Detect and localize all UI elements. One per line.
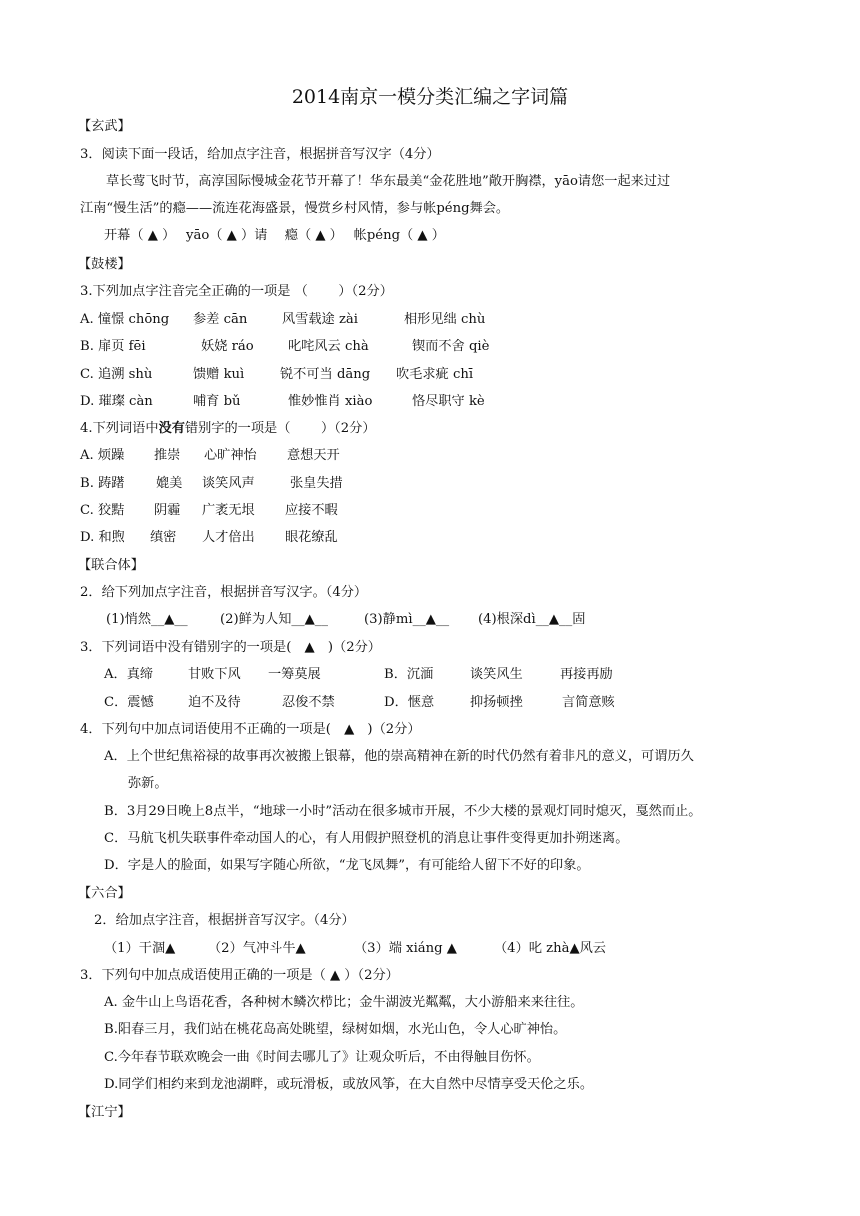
xuanwu-paragraph-line1: 草长莺飞时节，高淳国际慢城金花节开幕了！华东最美“金花胜地”敞开胸襟，yāo请您一起来过过: [106, 174, 671, 189]
lianheti-q3-stem: 3．下列词语中没有错别字的一项是( ▲ )（2分）: [80, 640, 381, 655]
option-cell: 阴霾: [154, 503, 181, 518]
section-liuhe: 【六合】: [78, 886, 131, 901]
option-cell: 意想天开: [287, 448, 340, 463]
option-cell: 再接再励: [560, 667, 613, 682]
option-cell: 甘败下风: [188, 667, 241, 682]
option-cell: 迫不及待: [188, 695, 241, 710]
lianheti-q4-option-c: C．马航飞机失联事件牵动国人的心，有人用假护照登机的消息让事件变得更加扑朔迷离。: [104, 831, 629, 846]
liuhe-q2-stem: 2．给加点字注音，根据拼音写汉字。（4分）: [94, 913, 355, 928]
option-cell: 媲美: [156, 476, 183, 491]
option-cell: 惟妙惟肖 xiào: [288, 394, 373, 409]
option-cell: C. 狡黠: [80, 503, 125, 518]
option-cell: A. 憧憬 chōng: [80, 312, 170, 327]
page-title: 2014南京一模分类汇编之字词篇: [291, 86, 569, 108]
liuhe-q3-option-d: D.同学们相约来到龙池湖畔，或玩滑板，或放风筝，在大自然中尽情享受天伦之乐。: [104, 1077, 594, 1092]
gulou-q3-stem: 3.下列加点字注音完全正确的一项是 （ ）（2分）: [80, 284, 393, 299]
option-cell: D. 和煦: [80, 530, 125, 545]
option-cell: 广袤无垠: [202, 503, 255, 518]
blank-item: (1)悄然__▲__: [106, 612, 188, 627]
option-cell: C．震憾: [104, 695, 154, 710]
q4-stem-part: 4.下列词语中: [80, 421, 159, 436]
lianheti-q4-option-d: D．字是人的脸面，如果写字随心所欲，“龙飞凤舞”，有可能给人留下不好的印象。: [104, 858, 590, 873]
option-cell: 推崇: [154, 448, 181, 463]
option-cell: 馈赠 kuì: [193, 367, 245, 382]
option-cell: 叱咤风云 chà: [288, 339, 369, 354]
xuanwu-answer-blanks: 开幕（ ▲ ） yāo（ ▲ ）请 瘾（ ▲ ） 帐péng（ ▲ ）: [104, 228, 445, 243]
option-cell: D．惬意: [384, 695, 435, 710]
section-xuanwu: 【玄武】: [78, 119, 131, 134]
section-jiangning: 【江宁】: [78, 1105, 131, 1120]
option-cell: 张皇失措: [290, 476, 343, 491]
option-cell: 抑扬顿挫: [470, 695, 523, 710]
blank-item: (4)根深dì__▲__固: [478, 612, 586, 627]
gulou-q4-stem: [80, 420, 376, 438]
q4-emphasis: 没有: [158, 421, 185, 436]
liuhe-q3-option-b: B.阳春三月，我们站在桃花岛高处眺望，绿树如烟，水光山色，令人心旷神怡。: [104, 1022, 567, 1037]
xuanwu-paragraph-line2: 江南“慢生活”的瘾——流连花海盛景，慢赏乡村风情，参与帐péng舞会。: [80, 201, 510, 216]
section-gulou: 【鼓楼】: [78, 257, 131, 272]
option-cell: 锲而不舍 qiè: [412, 339, 490, 354]
option-cell: 人才倍出: [202, 530, 255, 545]
lianheti-q4-stem: 4．下列句中加点词语使用不正确的一项是( ▲ )（2分）: [80, 722, 421, 737]
option-cell: 哺育 bǔ: [193, 394, 241, 409]
liuhe-q3-option-c: C.今年春节联欢晚会一曲《时间去哪儿了》让观众听后，不由得触目伤怀。: [104, 1050, 540, 1065]
xuanwu-q3-stem: 3．阅读下面一段话，给加点字注音，根据拼音写汉字（4分）: [80, 147, 440, 162]
option-cell: A. 烦躁: [80, 448, 125, 463]
option-cell: 相形见绌 chù: [404, 312, 486, 327]
lianheti-q2-stem: 2．给下列加点字注音，根据拼音写汉字。（4分）: [80, 585, 368, 600]
q4-stem-part: 错别字的一项是（ ）（2分）: [184, 421, 376, 436]
option-cell: A．真缔: [104, 667, 154, 682]
liuhe-q3-option-a: A. 金牛山上鸟语花香，各种树木鳞次栉比；金牛湖波光粼粼，大小游船来来往往。: [104, 995, 584, 1010]
blank-item: （3）端 xiáng ▲: [354, 941, 457, 956]
option-cell: B．沉湎: [384, 667, 434, 682]
blank-item: （1）干涸▲: [104, 941, 176, 956]
option-cell: 言简意赅: [562, 695, 615, 710]
blank-item: （2）气冲斗牛▲: [208, 941, 306, 956]
blank-item: （4）叱 zhà▲风云: [494, 941, 606, 956]
option-cell: 一筹莫展: [268, 667, 321, 682]
option-cell: D. 璀璨 càn: [80, 394, 153, 409]
lianheti-q4-option-a-line1: A．上个世纪焦裕禄的故事再次被搬上银幕，他的崇高精神在新的时代仍然有着非凡的意义，可谓历久: [104, 749, 694, 764]
option-cell: 风雪载途 zài: [282, 312, 358, 327]
option-cell: 妖娆 ráo: [201, 339, 254, 354]
section-lianheti: 【联合体】: [78, 558, 144, 573]
option-cell: 缜密: [150, 530, 177, 545]
lianheti-q4-option-a-line2: 弥新。: [128, 776, 168, 791]
option-cell: 应接不暇: [285, 503, 338, 518]
option-cell: 谈笑风声: [202, 476, 255, 491]
option-cell: 忍俊不禁: [282, 695, 335, 710]
option-cell: C. 追溯 shù: [80, 367, 153, 382]
option-cell: 吹毛求疵 chī: [396, 367, 474, 382]
option-cell: B. 扉页 fēi: [80, 339, 146, 354]
option-cell: B. 踌躇: [80, 476, 125, 491]
option-cell: 眼花缭乱: [285, 530, 338, 545]
option-cell: 恪尽职守 kè: [412, 394, 485, 409]
blank-item: (2)鲜为人知__▲__: [220, 612, 328, 627]
option-cell: 锐不可当 dāng: [280, 367, 371, 382]
option-cell: 谈笑风生: [470, 667, 523, 682]
liuhe-q3-stem: 3．下列句中加点成语使用正确的一项是（ ▲ ）（2分）: [80, 968, 399, 983]
lianheti-q4-option-b: B．3月29日晚上8点半，“地球一小时”活动在很多城市开展，不少大楼的景观灯同时熄灭，戛然而止。: [104, 804, 702, 819]
option-cell: 参差 cān: [193, 312, 248, 327]
blank-item: (3)静mì__▲__: [364, 612, 450, 627]
option-cell: 心旷神怡: [204, 448, 257, 463]
